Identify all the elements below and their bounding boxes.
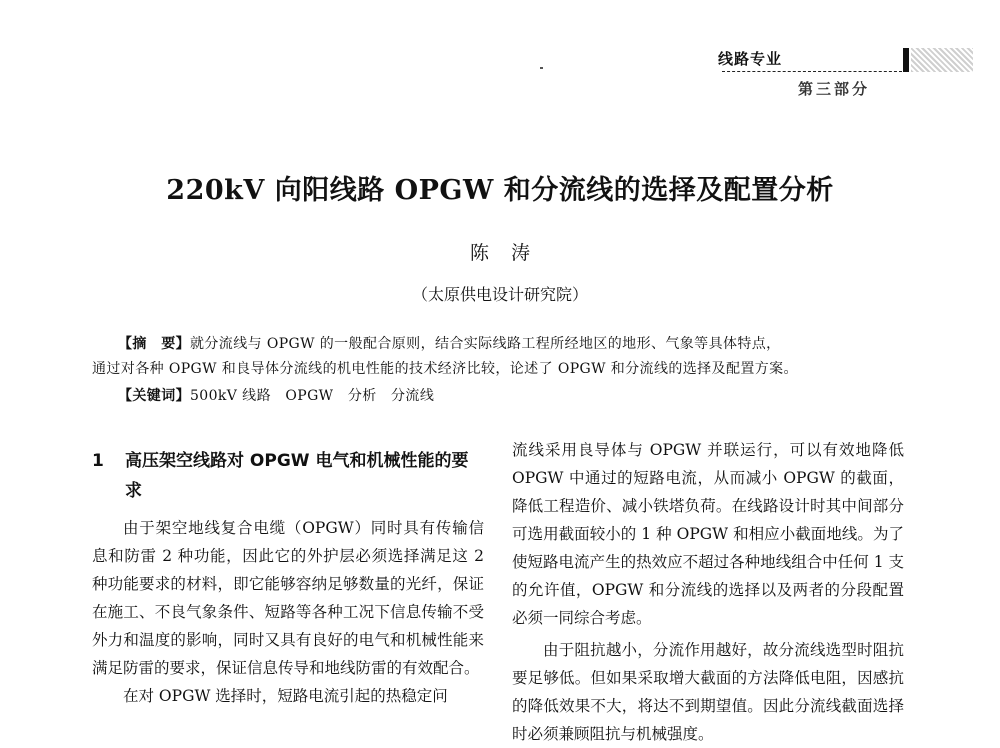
section-1-number: 1 [92,451,104,471]
header-part-label: 第三部分 [798,80,871,98]
abstract-line-1 [118,333,781,353]
abstract-label: 【摘 要】 [118,336,190,352]
scan-speck [540,67,543,69]
keywords-text: 500kV 线路 OPGW 分析 分流线 [190,388,435,404]
right-paragraph-2: 由于阻抗越小，分流作用越好，故分流线选型时阻抗要足够低。但如果采取增大截面的方法降低电阻，因感抗的降低效果不大，将达不到期望值。因此分流线截面选择时必须兼顾阻抗与机械强度。 [512,641,904,743]
header-black-bar [903,48,909,72]
abstract-line-2: 通过对各种 OPGW 和良导体分流线的机电性能的技术经济比较，论述了 OPGW 和分流线的选择及配置方案。 [92,361,798,377]
article-author: 陈涛 [469,242,552,264]
article-affiliation: （太原供电设计研究院） [411,285,588,304]
left-column [92,514,484,710]
keywords-line [118,385,434,405]
right-column [512,436,904,748]
section-1-title: 高压架空线路对 OPGW 电气和机械性能的要求 [125,451,469,501]
section-1-heading [92,446,492,506]
section-1-paragraph-2: 在对 OPGW 选择时，短路电流引起的热稳定问 [123,687,448,705]
right-paragraph-1: 流线采用良导体与 OPGW 并联运行，可以有效地降低 OPGW 中通过的短路电流，从而减小 OPGW 的截面，降低工程造价、减小铁塔负荷。在线路设计时其中间部分可选用截面较小的 1 种 OPGW 和相应小截面地线。为了使短路电流产生的热效应不超过各种地线组合中任何 1 支的允许值，OPGW 和分流线的选择以及两者的分段配置必须一同综合考虑。 [512,441,904,627]
article-title: 220kV 向阳线路 OPGW 和分流线的选择及配置分析 [166,175,834,206]
header-dashed-rule [722,71,902,72]
header-section-label: 线路专业 [718,50,783,68]
section-1-paragraph-1: 由于架空地线复合电缆（OPGW）同时具有传输信息和防雷 2 种功能，因此它的外护层必须选择满足这 2 种功能要求的材料，即它能够容纳足够数量的光纤，保证在施工、不良气象条件、短路等各种工况下信息传输不受外力和温度的影响，同时又具有良好的电气和机械性能来满足防雷的要求，保证信息传导和地线防雷的有效配合。 [92,519,484,677]
header-shaded-block [911,48,973,72]
keywords-label: 【关键词】 [118,388,190,404]
abstract-text-1: 就分流线与 OPGW 的一般配合原则，结合实际线路工程所经地区的地形、气象等具体特点， [190,336,781,352]
